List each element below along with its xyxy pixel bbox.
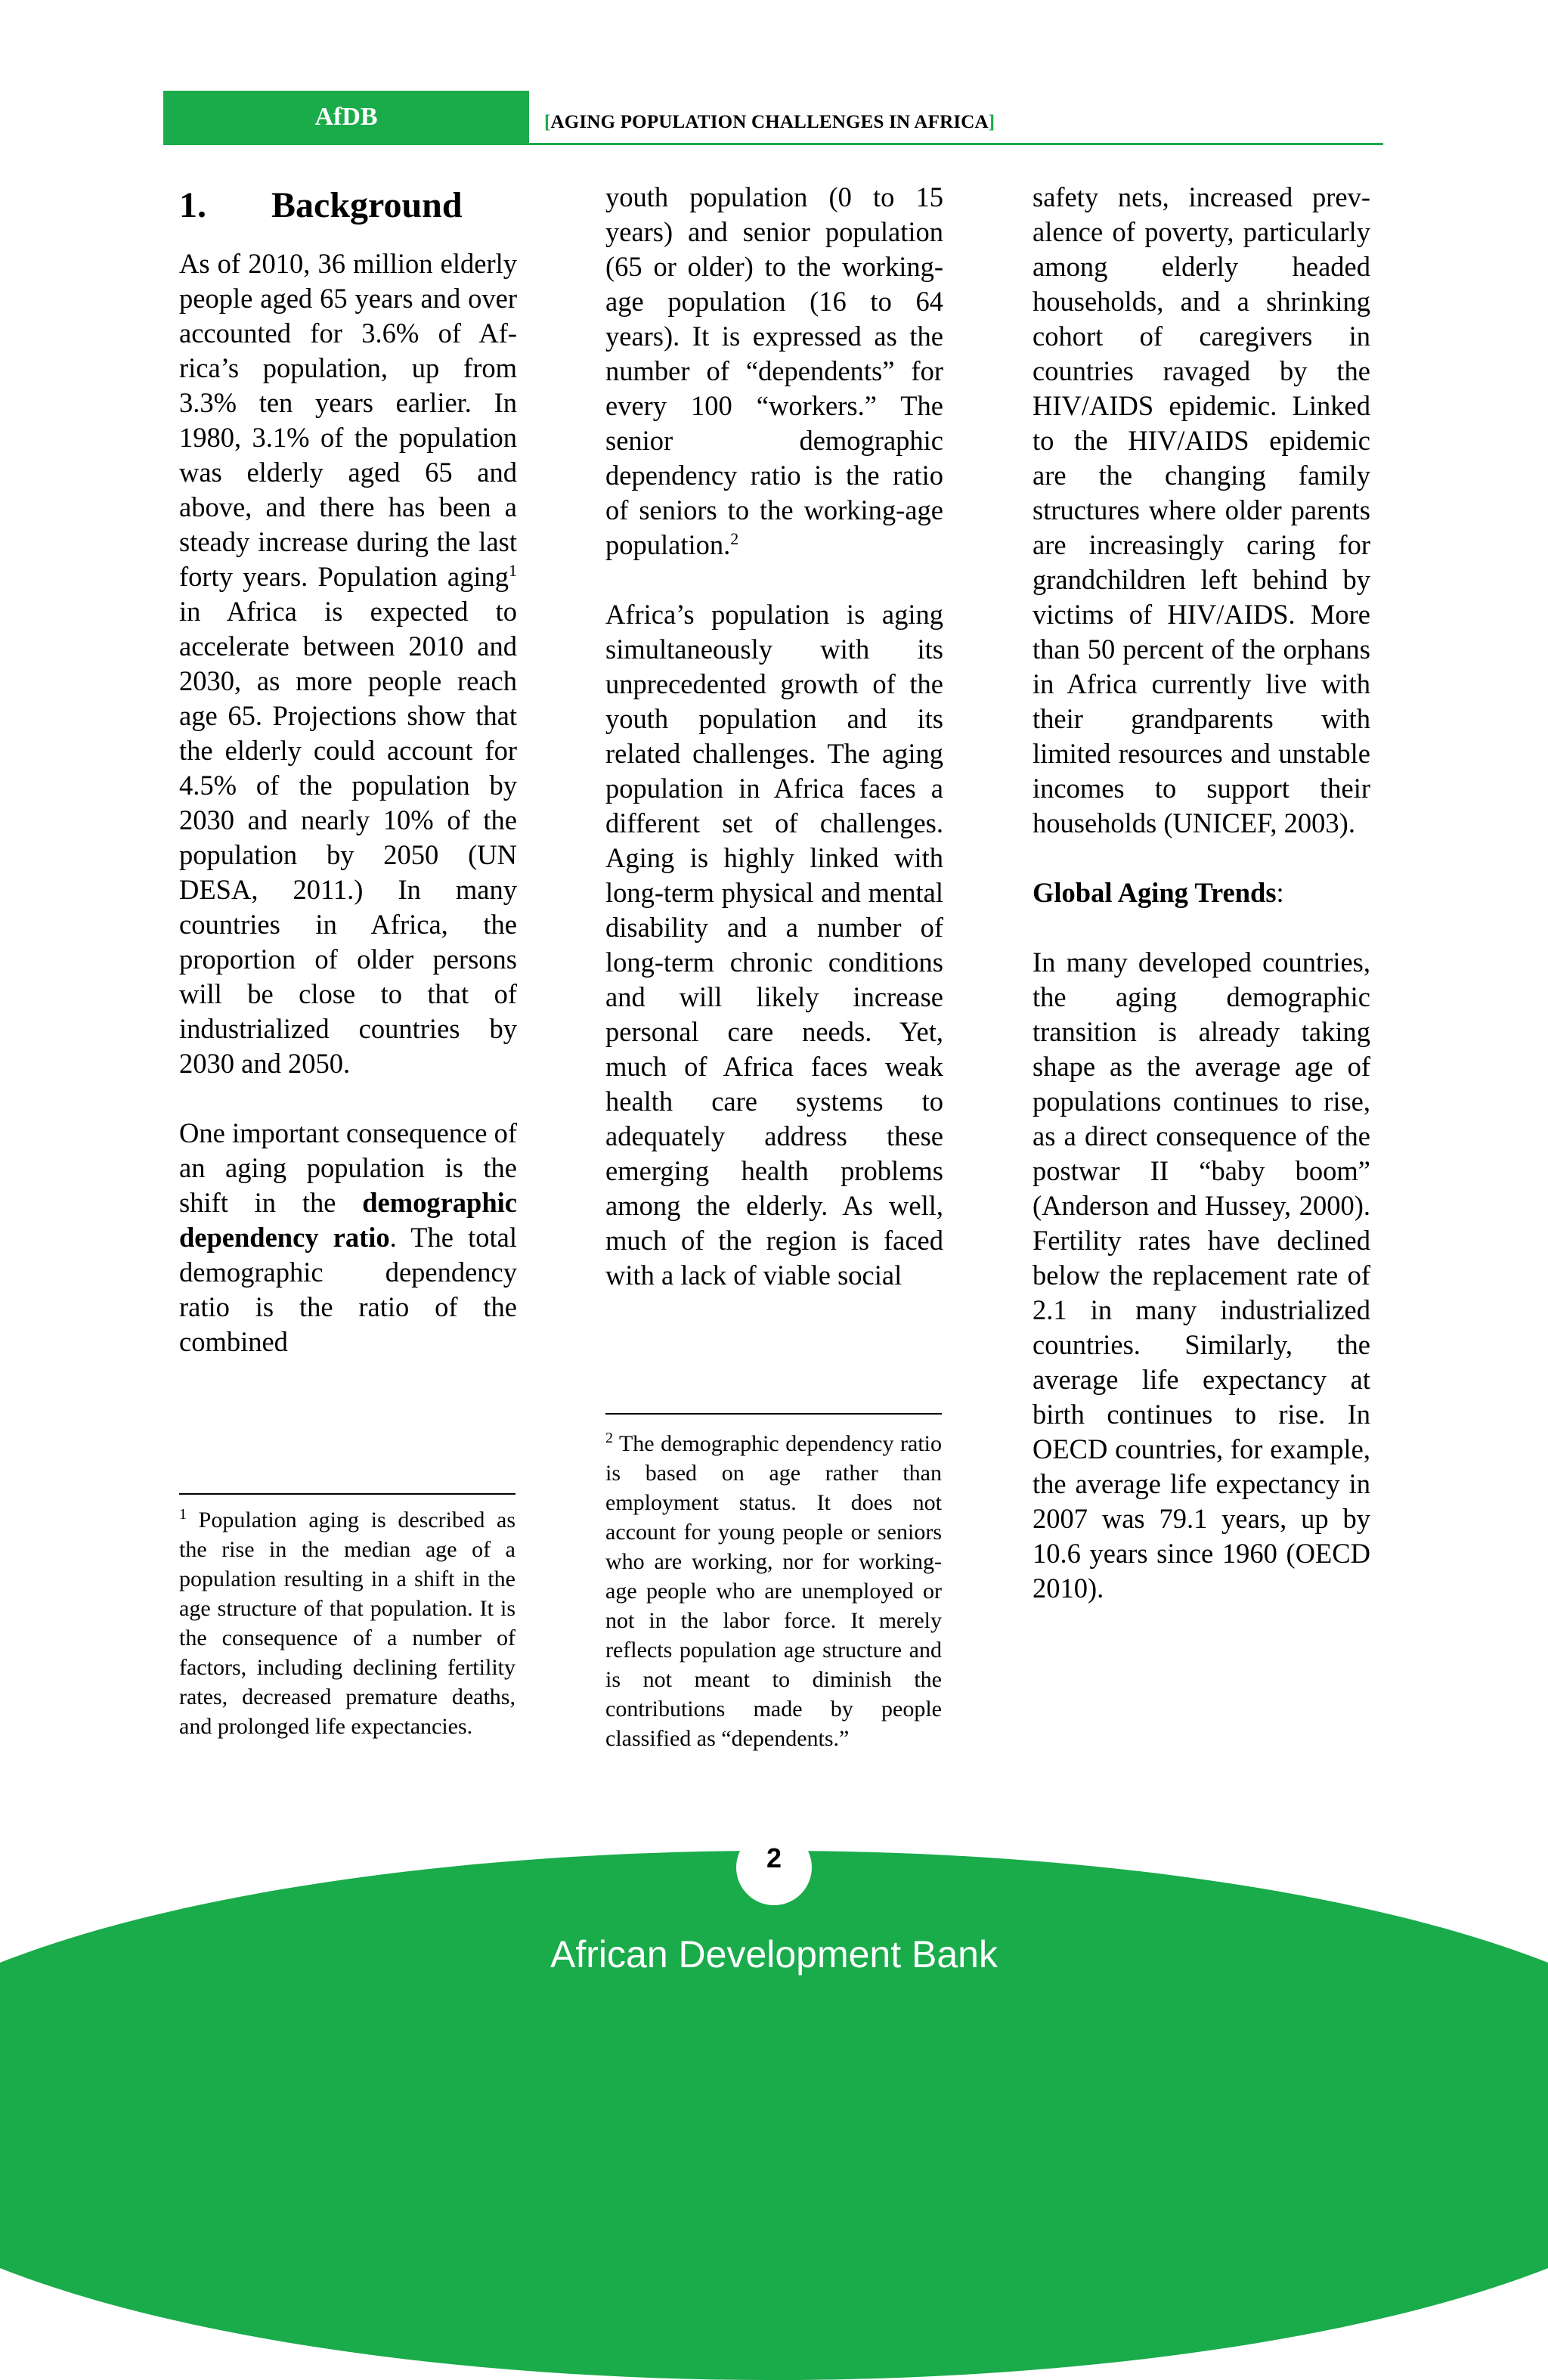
header-org: AfDB — [314, 103, 378, 131]
column-2 — [605, 180, 943, 1293]
header-bracket-open: [ — [544, 112, 551, 132]
paragraph-text: youth population (0 to 15 years) and senior population (65 or older) to the working-age population (16 to 64 years). It is expressed as the number of “dependents” for every 100 “workers.” The senior demographic dependency ratio is the ratio of seniors to the working-age population. — [605, 181, 943, 560]
header-title-text: AGING POPULATION CHALLENGES IN AFRICA — [550, 112, 989, 132]
bold-term: demographic dependency ratio — [179, 1187, 517, 1253]
footer-bank-name: African Development Bank — [550, 1933, 998, 1976]
footnote-2 — [605, 1429, 942, 1753]
paragraph — [179, 1116, 517, 1359]
footnote-mark: 1 — [179, 1506, 187, 1523]
section-heading — [179, 183, 517, 228]
subheading — [1033, 875, 1370, 910]
paragraph-text: safety nets, increased prevalence of poverty, particularly among elderly headed households, and a shrinking cohort of caregivers in countries ravaged by the HIV/AIDS epidemic. Linked to the HIV/AIDS epidemic are the changing family structures where older parents are increasingly caring for grandchildren left behind by victims of HIV/AIDS. More than 50 percent of the orphans in Africa currently live with their grandparents with limited resources and unstable incomes to support their households (UNICEF, 2003). — [1033, 181, 1370, 838]
column-3 — [1033, 180, 1370, 1606]
footnote-text: Population aging is described as the rise in the median age of a population resulting in a shift in the age structure of that population. It is the consequence of a number of factors, including declining fertility rates, decreased premature deaths, and prolonged life expectancies. — [179, 1508, 515, 1739]
paragraph-text: in Africa is expected to accelerate between 2010 and 2030, as more people reach age 65. Projections show that the elderly could account for 4.5% of the population by 2030 and nearly 10% of the population by 2050 (UN DESA, 2011.) In many countries in Africa, the proportion of older persons will be close to that of industrialized countries by 2030 and 2050. — [179, 596, 517, 1079]
footer-banner — [0, 1851, 1548, 2380]
paragraph-text: . The total demographic dependency ratio is the ratio of the combined — [179, 1222, 517, 1357]
section-title: Background — [271, 185, 463, 225]
subheading-colon: : — [1276, 877, 1284, 908]
paragraph-text: As of 2010, 36 million elderly people aged 65 years and over accounted for 3.6% of Africa’s population, up from 3.3% ten years earlier. In 1980, 3.1% of the population was elderly aged 65 and above, and there has been a steady increase during the last forty years. Population aging — [179, 248, 517, 592]
header-rule — [163, 143, 1383, 145]
paragraph — [1033, 180, 1370, 841]
paragraph — [605, 597, 943, 1293]
footnote-text: The demographic dependency ratio is based on age rather than employment status. It does not account for young people or seniors who are working, nor for working-age people who are unemployed or not in the labor force. It merely reflects population age structure and is not meant to diminish the contributions made by people classified as “dependents.” — [605, 1431, 942, 1751]
column-1 — [179, 180, 517, 1359]
paragraph — [605, 180, 943, 562]
header-org-badge — [163, 91, 529, 144]
header-title — [544, 112, 995, 133]
footnote-ref[interactable]: 1 — [509, 560, 517, 580]
footnote-separator — [179, 1493, 515, 1495]
subheading-text: Global Aging Trends — [1033, 877, 1277, 908]
page-number: 2 — [766, 1842, 782, 1873]
header-bracket-close: ] — [988, 112, 995, 132]
paragraph-text: One important consequence of an aging population is the shift in the — [179, 1117, 517, 1218]
paragraph-text: Africa’s population is aging simultaneously with its unprecedented growth of the youth population and its related challenges. The aging population in Africa faces a different set of challenges. Aging is highly linked with long-term physical and mental disability and a number of long-term chronic conditions and will likely increase personal care needs. Yet, much of Africa faces weak health care systems to adequately address these emerging health problems among the elderly. As well, much of the region is faced with a lack of viable social — [605, 599, 943, 1291]
paragraph — [179, 246, 517, 1081]
footnote-1 — [179, 1505, 515, 1741]
paragraph-text: In many developed countries, the aging demographic transition is already taking shape as the average age of populations continues to rise, as a direct consequence of the postwar II “baby boom” (Anderson and Hussey, 2000). Fertility rates have declined below the replacement rate of 2.1 in many industrialized countries. Similarly, the average life expectancy at birth continues to rise. In OECD countries, for example, the average life expectancy in 2007 was 79.1 years, up by 10.6 years since 1960 (OECD 2010). — [1033, 947, 1370, 1604]
footnote-mark: 2 — [605, 1430, 613, 1446]
footnote-separator — [605, 1413, 942, 1415]
section-number: 1. — [179, 185, 206, 225]
paragraph — [1033, 945, 1370, 1606]
footnote-ref[interactable]: 2 — [730, 528, 739, 548]
